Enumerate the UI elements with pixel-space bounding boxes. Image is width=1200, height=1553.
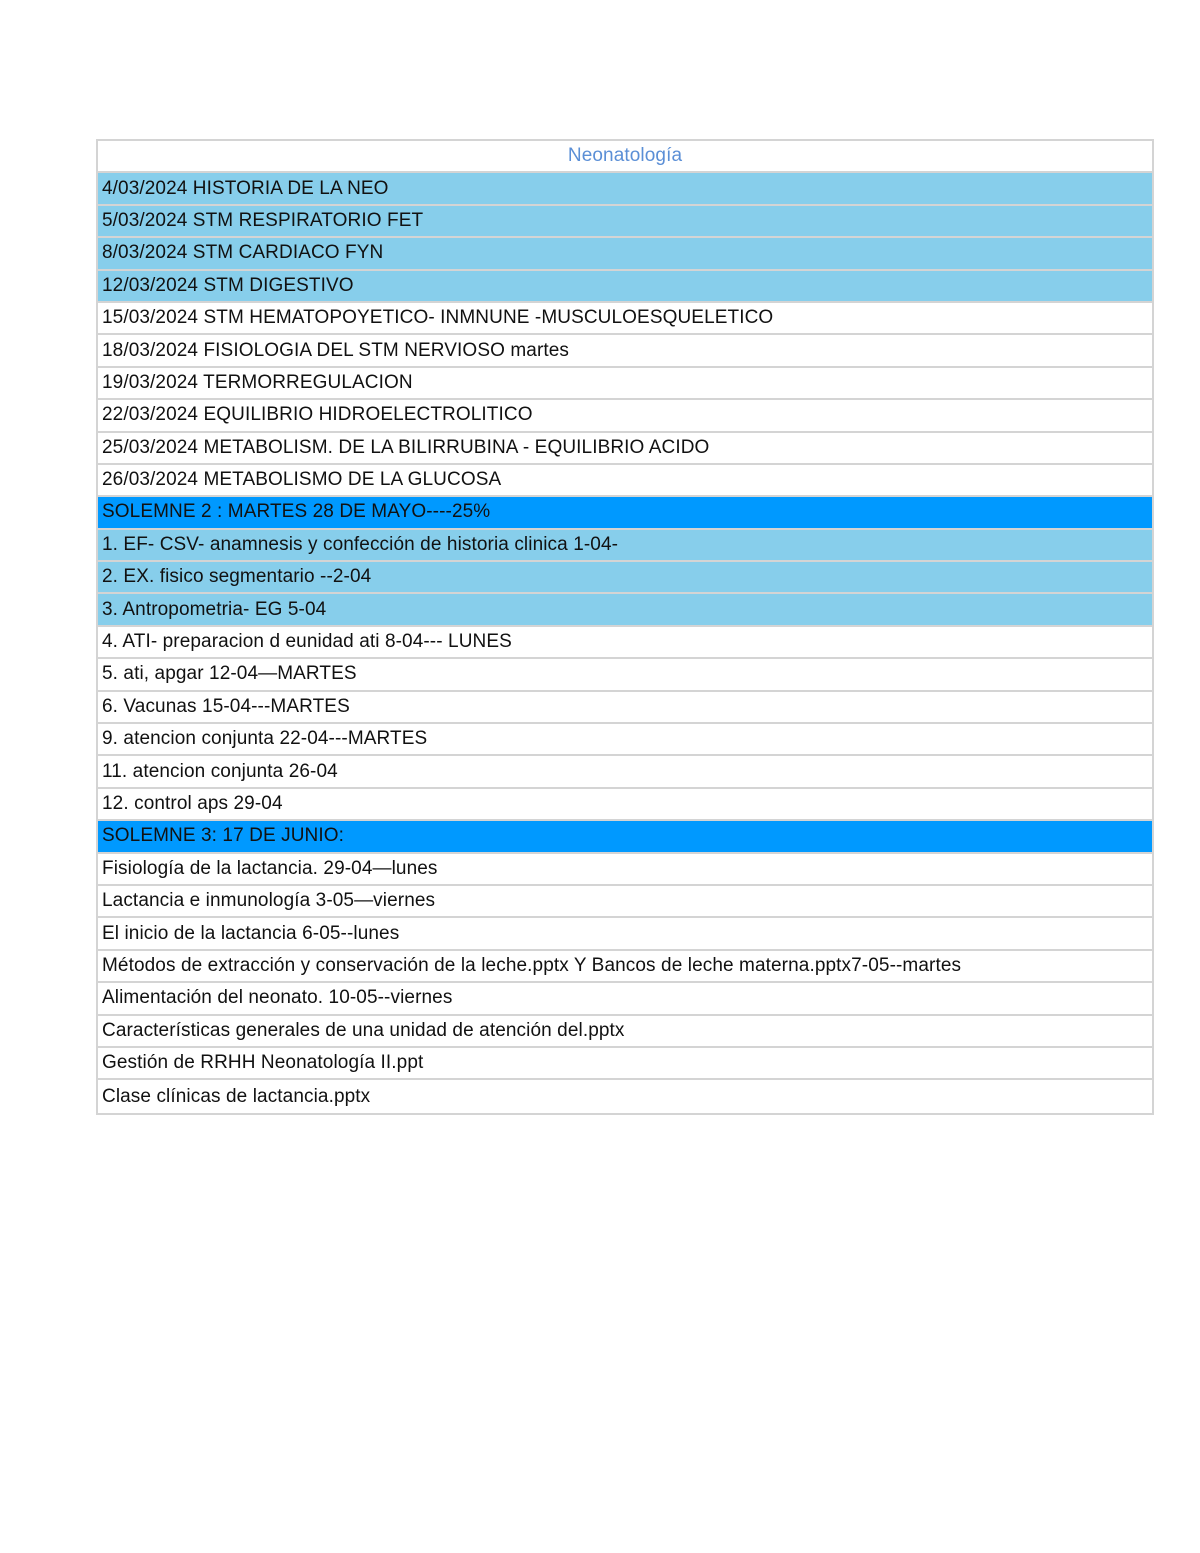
table-row: 26/03/2024 METABOLISMO DE LA GLUCOSA [98,465,1152,497]
table-row: Clase clínicas de lactancia.pptx [102,1085,371,1107]
table-title: Neonatología [98,141,1152,173]
table-row: 12. control aps 29-04 [98,789,1152,821]
table-row: 4/03/2024 HISTORIA DE LA NEO [98,173,1152,205]
table-row: 3. Antropometria- EG 5-04 [98,594,1152,626]
table-row: El inicio de la lactancia 6-05--lunes [98,918,1152,950]
table-row: 5/03/2024 STM RESPIRATORIO FET [98,206,1152,238]
table-row: 19/03/2024 TERMORREGULACION [98,368,1152,400]
table-row: 11. atencion conjunta 26-04 [98,756,1152,788]
table-row: 8/03/2024 STM CARDIACO FYN [98,238,1152,270]
table-row: 5. ati, apgar 12-04—MARTES [98,659,1152,691]
table-row: Características generales de una unidad de atención del.pptx [98,1016,1152,1048]
table-row: 2. EX. fisico segmentario --2-04 [98,562,1152,594]
section-header-row: SOLEMNE 3: 17 DE JUNIO: [98,821,1152,853]
table-row: Fisiología de la lactancia. 29-04—lunes [98,854,1152,886]
section-header-row: SOLEMNE 2 : MARTES 28 DE MAYO----25% [98,497,1152,529]
schedule-table [96,139,1154,1115]
table-row: 4. ATI- preparacion d eunidad ati 8-04--- LUNES [98,627,1152,659]
table-row: 15/03/2024 STM HEMATOPOYETICO- INMNUNE -MUSCULOESQUELETICO [98,303,1152,335]
table-row: 1. EF- CSV- anamnesis y confección de historia clinica 1-04- [98,530,1152,562]
table-row: 9. atencion conjunta 22-04---MARTES [98,724,1152,756]
table-row: 22/03/2024 EQUILIBRIO HIDROELECTROLITICO [98,400,1152,432]
table-row: 12/03/2024 STM DIGESTIVO [98,271,1152,303]
table-row: Métodos de extracción y conservación de la leche.pptx Y Bancos de leche materna.pptx7-05--martes [98,951,1152,983]
table-row: Lactancia e inmunología 3-05—viernes [98,886,1152,918]
table-row: 18/03/2024 FISIOLOGIA DEL STM NERVIOSO martes [98,335,1152,367]
table-row: 25/03/2024 METABOLISM. DE LA BILIRRUBINA - EQUILIBRIO ACIDO [98,433,1152,465]
table-row: Gestión de RRHH Neonatología II.ppt [98,1048,1152,1080]
table-row: Alimentación del neonato. 10-05--viernes [98,983,1152,1015]
table-row: 6. Vacunas 15-04---MARTES [98,692,1152,724]
